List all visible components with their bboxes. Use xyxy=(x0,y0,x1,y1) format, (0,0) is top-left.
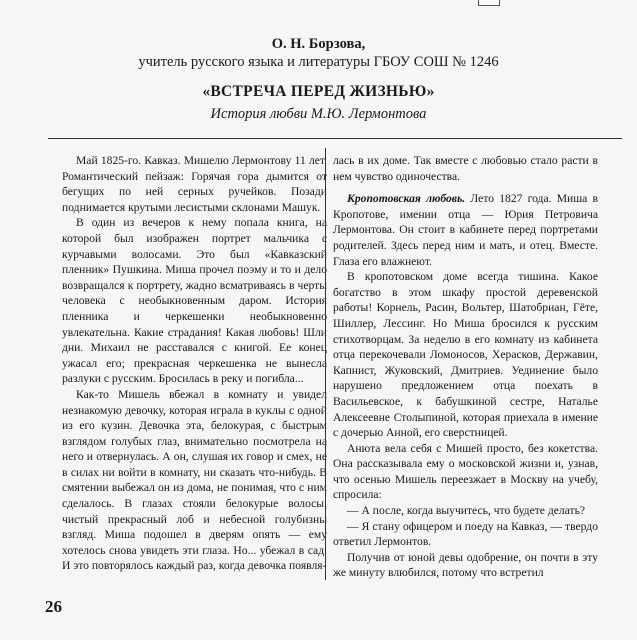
page-number: 26 xyxy=(45,597,62,616)
paragraph: лась в их доме. Так вместе с любовью стало расти в нем чувство одиночества. xyxy=(333,154,598,183)
article-title: «ВСТРЕЧА ПЕРЕД ЖИЗНЬЮ» xyxy=(202,83,435,100)
paragraph: Как-то Мишель вбежал в комнату и увидел незнакомую девочку, которая играла в куклы с одной из его кузин. Девочка эта, белокурая, с быстрым взглядом голубых глаз, внимательно посмотрела на него и отвернулась. А он, слушая их говор и смех, не в силах ни войти в комнату, ни сказать что-нибудь. В смятении выбежал он из дома, не понимая, что с ним сделалось. В глазах стояли белокурые волосы, чистый прекрасный лоб и небесной голубизны взгляд. Миша подошел в дверям опять — ему хотелось снова увидеть эти глаза. Но... убежал в сад. И это повторялось каждый раз, когда девочка появля- xyxy=(62,387,327,573)
header-rule xyxy=(48,138,622,139)
dialogue-line: — Я стану офицером и поеду на Кавказ, — твердо ответил Лермонтов. xyxy=(333,519,598,549)
dialogue-line: — А после, когда выучитесь, что будете делать? xyxy=(347,504,586,518)
section-text: Лето 1827 года. Миша в Кропотове, имении отца — Юрия Петровича Лермонтова. Он стоит в кабинете перед портретами родителей. Здесь перед ним и мать, и отец. Вместе. Глаза его влажнеют. xyxy=(333,192,598,268)
right-column xyxy=(333,153,598,581)
paragraph: Получив от юной девы одобрение, он почти в эту же минуту влюбился, потому что встретил xyxy=(333,550,598,580)
page-corner-tab xyxy=(478,0,500,6)
paragraph-section-start xyxy=(333,191,598,269)
paragraph: Май 1825-го. Кавказ. Мишелю Лермонтову 11 лет. Романтический пейзаж: Горячая гора дымится от бегущих по ней серных ручейков. Позади поднимается крутыми лесистыми склонами Машук. xyxy=(62,154,327,214)
article-subtitle: История любви М.Ю. Лермонтова xyxy=(210,106,427,122)
author-position: учитель русского языка и литературы ГБОУ СОШ № 1246 xyxy=(138,54,499,70)
column-divider xyxy=(325,148,326,580)
left-column xyxy=(62,153,327,574)
paragraph: В один из вечеров к нему попала книга, на которой был изображен портрет мальчика с курчавыми волосами. Это был «Кавказский пленник» Пушкина. Миша прочел поэму и то и дело возвращался к портрету, жадно всматриваясь в черты человека с необыкновенным даром. История пленника и черкешенки необыкновенно увлекательна. Какие страдания! Какая любовь! Шли дни. Михаил не расставался с книгой. Ее конец ужасал его; прекрасная черкешенка не вынесла разлуки с русским. Бросилась в реку и погибла... xyxy=(62,216,327,386)
paragraph: Анюта вела себя с Мишей просто, без кокетства. Она рассказывала ему о московской жизни и, узнав, что осенью Мишель переезжает в Москву на учебу, спросила: xyxy=(333,441,598,502)
article-header xyxy=(0,36,637,123)
author-name: О. Н. Борзова, xyxy=(271,36,366,52)
paragraph: В кропотовском доме всегда тишина. Какое богатство в этом шкафу простой деревенской работы! Корнель, Расин, Вольтер, Шатобриан, Гёте, Шиллер, Лессинг. Но Миша бросился к русским стихотворцам. За неделю в его комнату из кабинета отца перекочевали Ломоносов, Херасков, Державин, Капнист, Жуковский, Дмитриев. Уединение было нарушено предложением отца поехать в Васильевское, к бабушкиной сестре, Наталье Алексеевне Столыпиной, которая приехала в имение с дочерью Анной, его сверстницей. xyxy=(333,270,598,440)
section-lead: Кропотовская любовь. xyxy=(347,192,466,206)
